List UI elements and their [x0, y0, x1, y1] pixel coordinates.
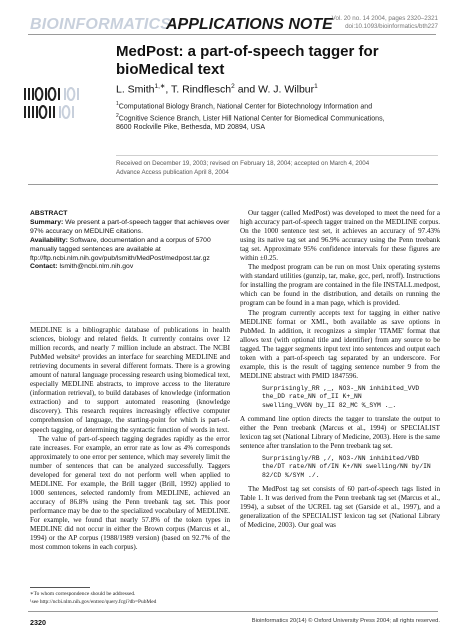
paragraph: The MedPost tag set consists of 60 part-of-speech tags listed in Table 1. It was derived from the Penn treebank tag set (Marcus et al., 1994), a subset of the UCREL tag set (Garside et al., 1997), and a generalization of the SPECIALIST lexicon tag set (National Library of Medicine, 2003). Our goal was — [240, 484, 440, 529]
body-column-left — [30, 326, 230, 552]
received-dates: Received on December 19, 2003; revised on February 18, 2004; accepted on March 4, 2004 — [116, 160, 370, 167]
code-line: Surprisingly/RB ,/, NO3-/NN inhibited/VBD — [262, 454, 420, 462]
publication-dates — [116, 160, 441, 177]
citation-doi: doi:10.1093/bioinformatics/bth227 — [345, 23, 438, 30]
footnote-rule — [30, 587, 90, 588]
journal-logo-icon — [20, 84, 106, 124]
copyright: Bioinformatics 20(14) © Oxford University Press 2004; all rights reserved. — [251, 618, 440, 624]
code-line: Surprisingly_RR ,_, NO3-_NN inhibited_VVD — [262, 384, 420, 392]
paragraph: The medpost program can be run on most Unix operating systems with standard utilities (gunzip, tar, make, gcc, perl, nroff). Instructions for installing the program are contained in the file INSTALL.medpost, which can be found in the distribution, and details on running the program can be found in a man page, which is provided. — [240, 263, 440, 308]
abstract-heading: ABSTRACT — [30, 210, 68, 217]
affiliations — [116, 100, 441, 132]
author-2: , T. Rindflesch — [165, 83, 232, 96]
affiliation-2: Cognitive Science Branch, Lister Hill National Center for Biomedical Communications, — [118, 114, 385, 122]
paragraph: A command line option directs the tagger to translate the output to either the Penn treebank (Marcus et al., 1994) or SPECIALIST lexicon tag set (National Library of Medicine, 2003). Here is the same sentence after translation to the Penn treebank tag set. — [240, 414, 440, 450]
tagged-example-native — [240, 385, 440, 411]
affiliation-2-number: 2 — [116, 112, 119, 119]
code-line: swelling_VVGN by_II 82_MC %_SYM ._. — [262, 402, 397, 410]
code-line: the/DT rate/NN of/IN K+/NN swelling/NN by/IN — [262, 463, 431, 471]
summary-label: Summary: — [30, 218, 64, 226]
author-1-affiliation: 1,∗ — [154, 83, 166, 90]
paragraph: The program currently accepts text for tagging in either native MEDLINE format or XML, both available as save options in PubMed. In addition, it recognizes a simpler 'ITAME' format that allows text (with optional title and identifier) from any source to be tagged. The tagger segments input text into sentences and output each token with a part-of-speech tag separated by an underscore. For example, this is the result of tagging sentence number 9 from the MEDLINE abstract with PMID 1847596. — [240, 308, 440, 380]
journal-name: BIOINFORMATICS — [30, 16, 172, 33]
author-1: L. Smith — [116, 83, 155, 96]
tagged-example-penn — [240, 455, 440, 481]
series-name: APPLICATIONS NOTE — [166, 16, 333, 33]
abstract — [30, 210, 230, 272]
paragraph: Our tagger (called MedPost) was developed to meet the need for a high accuracy part-of-speech tagger trained on the MEDLINE corpus. On the 1000 sentence test set, it achieves an accuracy of 97.43% using its native tag set and 96.9% accuracy using the Penn treebank tag set. Approximate 95% confidence intervals for these figures are within ±0.25. — [240, 209, 440, 263]
divider — [116, 155, 438, 156]
summary-text: We present a part-of-speech tagger that achieves over 97% accuracy on MEDLINE citations. — [30, 218, 230, 235]
contact-email: lsmith@ncbi.nlm.nih.gov — [57, 263, 134, 271]
title-line-1: MedPost: a part-of-speech tagger for — [116, 43, 379, 60]
footer-rule — [28, 611, 438, 612]
advance-access-date: Advance Access publication April 8, 2004 — [116, 168, 229, 176]
affiliation-address: 8600 Rockville Pike, Bethesda, MD 20894, USA — [116, 124, 266, 132]
divider — [28, 184, 438, 185]
footnote-url: ¹see http://ncbi.nlm.nih.gov/entrez/query.fcgi?db=PubMed — [30, 598, 157, 605]
footnotes — [30, 591, 240, 607]
code-line: 82/CD %/SYM ./. — [262, 472, 320, 480]
paragraph: The value of part-of-speech tagging degrades rapidly as the error rate increases. For example, an error rate as low as 4% corresponds approximately to one error per sentence, which may severely limit the number of sentences that can be analyzed successfully. Taggers developed for general text do not perform well when applied to MEDLINE. For example, the Brill tagger (Brill, 1992) applied to 1000 sentences, selected randomly from MEDLINE, achieved an accuracy of 86.8% using the Penn treebank tag set. This poor performance may be due to the specialized vocabulary of MEDLINE. For example, we found that nearly 57.8% of the token types in MEDLINE did not occur in either the Brown corpus (Marcus et al., 1994) or the AP corpus (1988/1989 version) (based on 92.7% of the most common tokens in each corpus). — [30, 434, 230, 552]
availability-text: Software, documentation and a corpus of 5700 manually tagged sentences are available at ftp://ftp.ncbi.nlm.nih.gov/pub/lsmith/MedPost/medpost.tar.gz — [30, 236, 211, 262]
author-3-affiliation: 1 — [314, 83, 318, 90]
divider — [30, 322, 230, 323]
title-line-2: bioMedical text — [116, 61, 225, 78]
article-title — [116, 43, 436, 79]
citation — [318, 15, 438, 31]
author-2-affiliation: 2 — [231, 83, 235, 90]
author-list — [116, 82, 318, 96]
contact-label: Contact: — [30, 263, 58, 271]
affiliation-1-number: 1 — [116, 101, 119, 107]
citation-volume: Vol. 20 no. 14 2004, pages 2320–2321 — [331, 15, 438, 22]
footnote-correspondence: ∗To whom correspondence should be addressed. — [30, 591, 136, 597]
paragraph: MEDLINE is a bibliographic database of publications in health sciences, biology and related fields. It currently contains over 12 million records, and nearly 7 million include an abstract. The NCBI PubMed website¹ provides an interface for searching MEDLINE and retrieving documents in several different formats. There is a growing amount of natural language processing research using biomedical text, especially MEDLINE abstracts, to improve access to the literature (information retrieval), to build databases of knowledge (information extraction) and to support automated reasoning (knowledge discovery). This research requires increasingly effective computer comprehension of language, the starting-point for which is part-of-speech tagging, or determining the syntactic function of words in text. — [30, 326, 230, 434]
page-number: 2320 — [30, 618, 46, 627]
availability-label: Availability: — [30, 236, 68, 244]
code-line: the_DD rate_NN of_II K+_NN — [262, 393, 362, 401]
author-3: and W. J. Wilbur — [234, 83, 315, 96]
affiliation-1: Computational Biology Branch, National Center for Biotechnology Information and — [118, 103, 373, 111]
body-column-right — [240, 209, 440, 530]
